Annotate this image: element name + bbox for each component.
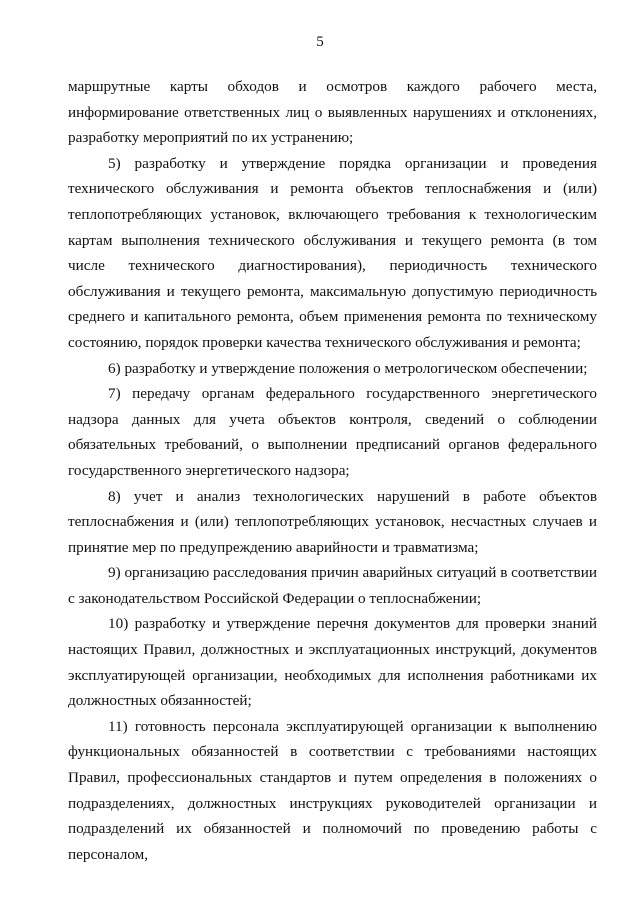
document-body [68,74,597,867]
paragraph-item-10: 10) разработку и утверждение перечня документов для проверки знаний настоящих Правил, должностных и эксплуатационных инструкций, документов эксплуатирующей организации, необходимых для исполнения работниками их должностных обязанностей; [68,615,597,710]
paragraph-item-8: 8) учет и анализ технологических нарушений в работе объектов теплоснабжения и (или) теплопотребляющих установок, несчастных случаев и принятие мер по предупреждению аварийности и травматизма; [68,487,597,556]
paragraph-item-9: 9) организацию расследования причин аварийных ситуаций в соответствии с законодательством Российской Федерации о теплоснабжении; [68,564,597,607]
paragraph-item-6: 6) разработку и утверждение положения о метрологическом обеспечении; [108,359,588,377]
paragraph-item-11: 11) готовность персонала эксплуатирующей организации к выполнению функциональных обязанностей в соответствии с требованиями настоящих Правил, профессиональных стандартов и путем определения в положениях о подразделениях, должностных инструкциях руководителей организации и подразделений их обязанностей и полномочий по проведению работы с персоналом, [68,717,597,863]
paragraph-continuation: маршрутные карты обходов и осмотров каждого рабочего места, информирование ответственных лиц о выявленных нарушениях и отклонениях, разработку мероприятий по их устранению; [68,78,597,147]
paragraph-item-7: 7) передачу органам федерального государственного энергетического надзора данных для учета объектов контроля, сведений о соблюдении обязательных требований, о выполнении предписаний органов федерального государственного энергетического надзора; [68,385,597,479]
page-number: 5 [316,34,324,50]
paragraph-item-5: 5) разработку и утверждение порядка организации и проведения технического обслуживания и ремонта объектов теплоснабжения и (или) теплопотребляющих установок, включающего требования к технологическим картам выполнения технического обслуживания и текущего ремонта (в том числе технического диагностирования), периодичность технического обслуживания и текущего ремонта, максимальную допустимую периодичность среднего и капитального ремонта, объем применения ремонта по техническому состоянию, порядок проверки качества технического обслуживания и ремонта; [68,154,597,351]
